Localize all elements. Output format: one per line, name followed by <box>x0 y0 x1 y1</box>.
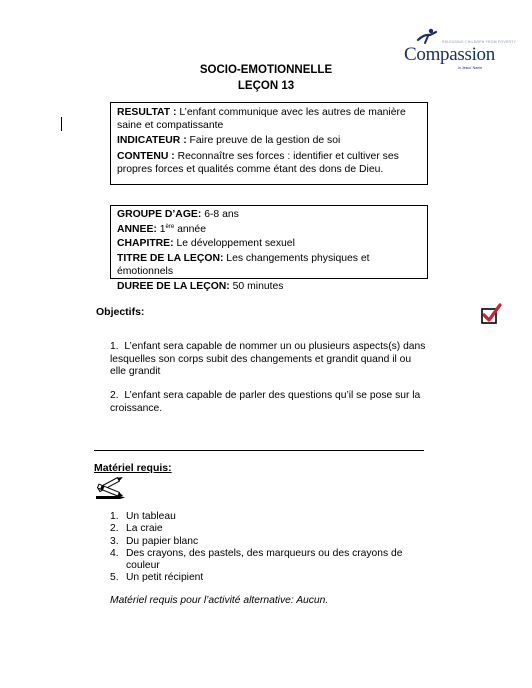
duree-label: DUREE DE LA LEÇON: <box>117 280 230 292</box>
chapitre-label: CHAPITRE: <box>117 238 174 250</box>
duree-row <box>117 281 421 294</box>
annee-num: 1 <box>159 223 166 235</box>
chapitre-row <box>117 238 421 251</box>
resultat-label: RESULTAT : <box>117 107 177 118</box>
titre-value: Les changements physiques et émotionnels <box>117 253 370 277</box>
checkbox-check-icon <box>480 303 502 325</box>
duree-value: 50 minutes <box>232 280 284 292</box>
materials-item-text: Des crayons, des pastels, des marqueurs ou des crayons de couleur <box>126 547 403 572</box>
objective-text: L’enfant sera capable de parler des questions qu’il se pose sur la croissance. <box>110 390 421 414</box>
titre-row <box>117 253 421 278</box>
objective-item <box>110 390 426 415</box>
resultat-row <box>117 107 421 132</box>
chapitre-value: Le développement sexuel <box>176 238 295 250</box>
indicateur-label: INDICATEUR : <box>117 135 187 147</box>
section-divider <box>94 450 424 451</box>
materials-item-text: Un petit récipient <box>126 572 204 584</box>
contenu-text: Reconnaître ses forces : identifier et cultiver ses propres forces et qualités comme étant des dons de Dieu. <box>117 151 399 175</box>
logo-tagline: RELEASING CHILDREN FROM POVERTY <box>442 40 517 44</box>
logo-subline: In Jesus' Name <box>458 66 483 70</box>
materials-item-number: 2. <box>110 523 119 535</box>
materials-item <box>110 548 420 573</box>
materials-item-text: La craie <box>126 523 163 535</box>
materials-heading: Matériel requis: <box>94 462 172 474</box>
materials-item-number: 3. <box>110 535 119 547</box>
materials-item-text: Un tableau <box>126 511 176 522</box>
titre-label: TITRE DE LA LEÇON: <box>117 253 224 265</box>
groupe-row <box>117 209 421 222</box>
materials-item-number: 1. <box>110 511 119 522</box>
objective-text: L’enfant sera capable de nommer un ou plusieurs aspects(s) dans lesquelles son corps subit des changements et grandit quand il ou elle grandit <box>110 341 426 378</box>
materials-item <box>110 523 420 535</box>
contenu-row <box>117 151 421 176</box>
logo-wordmark: Compassion <box>404 44 495 65</box>
crayons-icon <box>94 477 128 501</box>
lesson-number: LEÇON 13 <box>237 80 295 92</box>
objective-number: 1. <box>110 341 119 352</box>
objective-number: 2. <box>110 390 119 401</box>
annee-sup: ère <box>165 223 175 230</box>
objectives-heading: Objectifs: <box>96 306 145 318</box>
annee-row <box>117 224 421 237</box>
materials-item-text: Du papier blanc <box>126 535 199 547</box>
groupe-label: GROUPE D’AGE: <box>117 209 202 220</box>
page-title: SOCIO-EMOTIONNELLE <box>199 64 333 76</box>
objective-item <box>110 341 426 379</box>
outcome-box <box>110 102 428 185</box>
annee-label: ANNEE: <box>117 223 157 235</box>
resultat-text: L’enfant communique avec les autres de manière saine et compatissante <box>117 107 406 131</box>
text-cursor <box>61 117 62 131</box>
materials-item <box>110 572 420 584</box>
materials-item-number: 4. <box>110 547 119 559</box>
materials-item <box>110 536 420 548</box>
groupe-value: 6-8 ans <box>204 209 239 220</box>
materials-list <box>110 511 420 585</box>
indicateur-row <box>117 135 421 148</box>
materials-item <box>110 511 420 523</box>
lesson-info-box <box>110 205 428 292</box>
materials-item-number: 5. <box>110 572 119 584</box>
alternative-materials-note: Matériel requis pour l’activité alternative: Aucun. <box>110 595 329 606</box>
contenu-label: CONTENU : <box>117 151 175 163</box>
annee-word: année <box>177 223 206 235</box>
indicateur-text: Faire preuve de la gestion de soi <box>189 135 341 147</box>
